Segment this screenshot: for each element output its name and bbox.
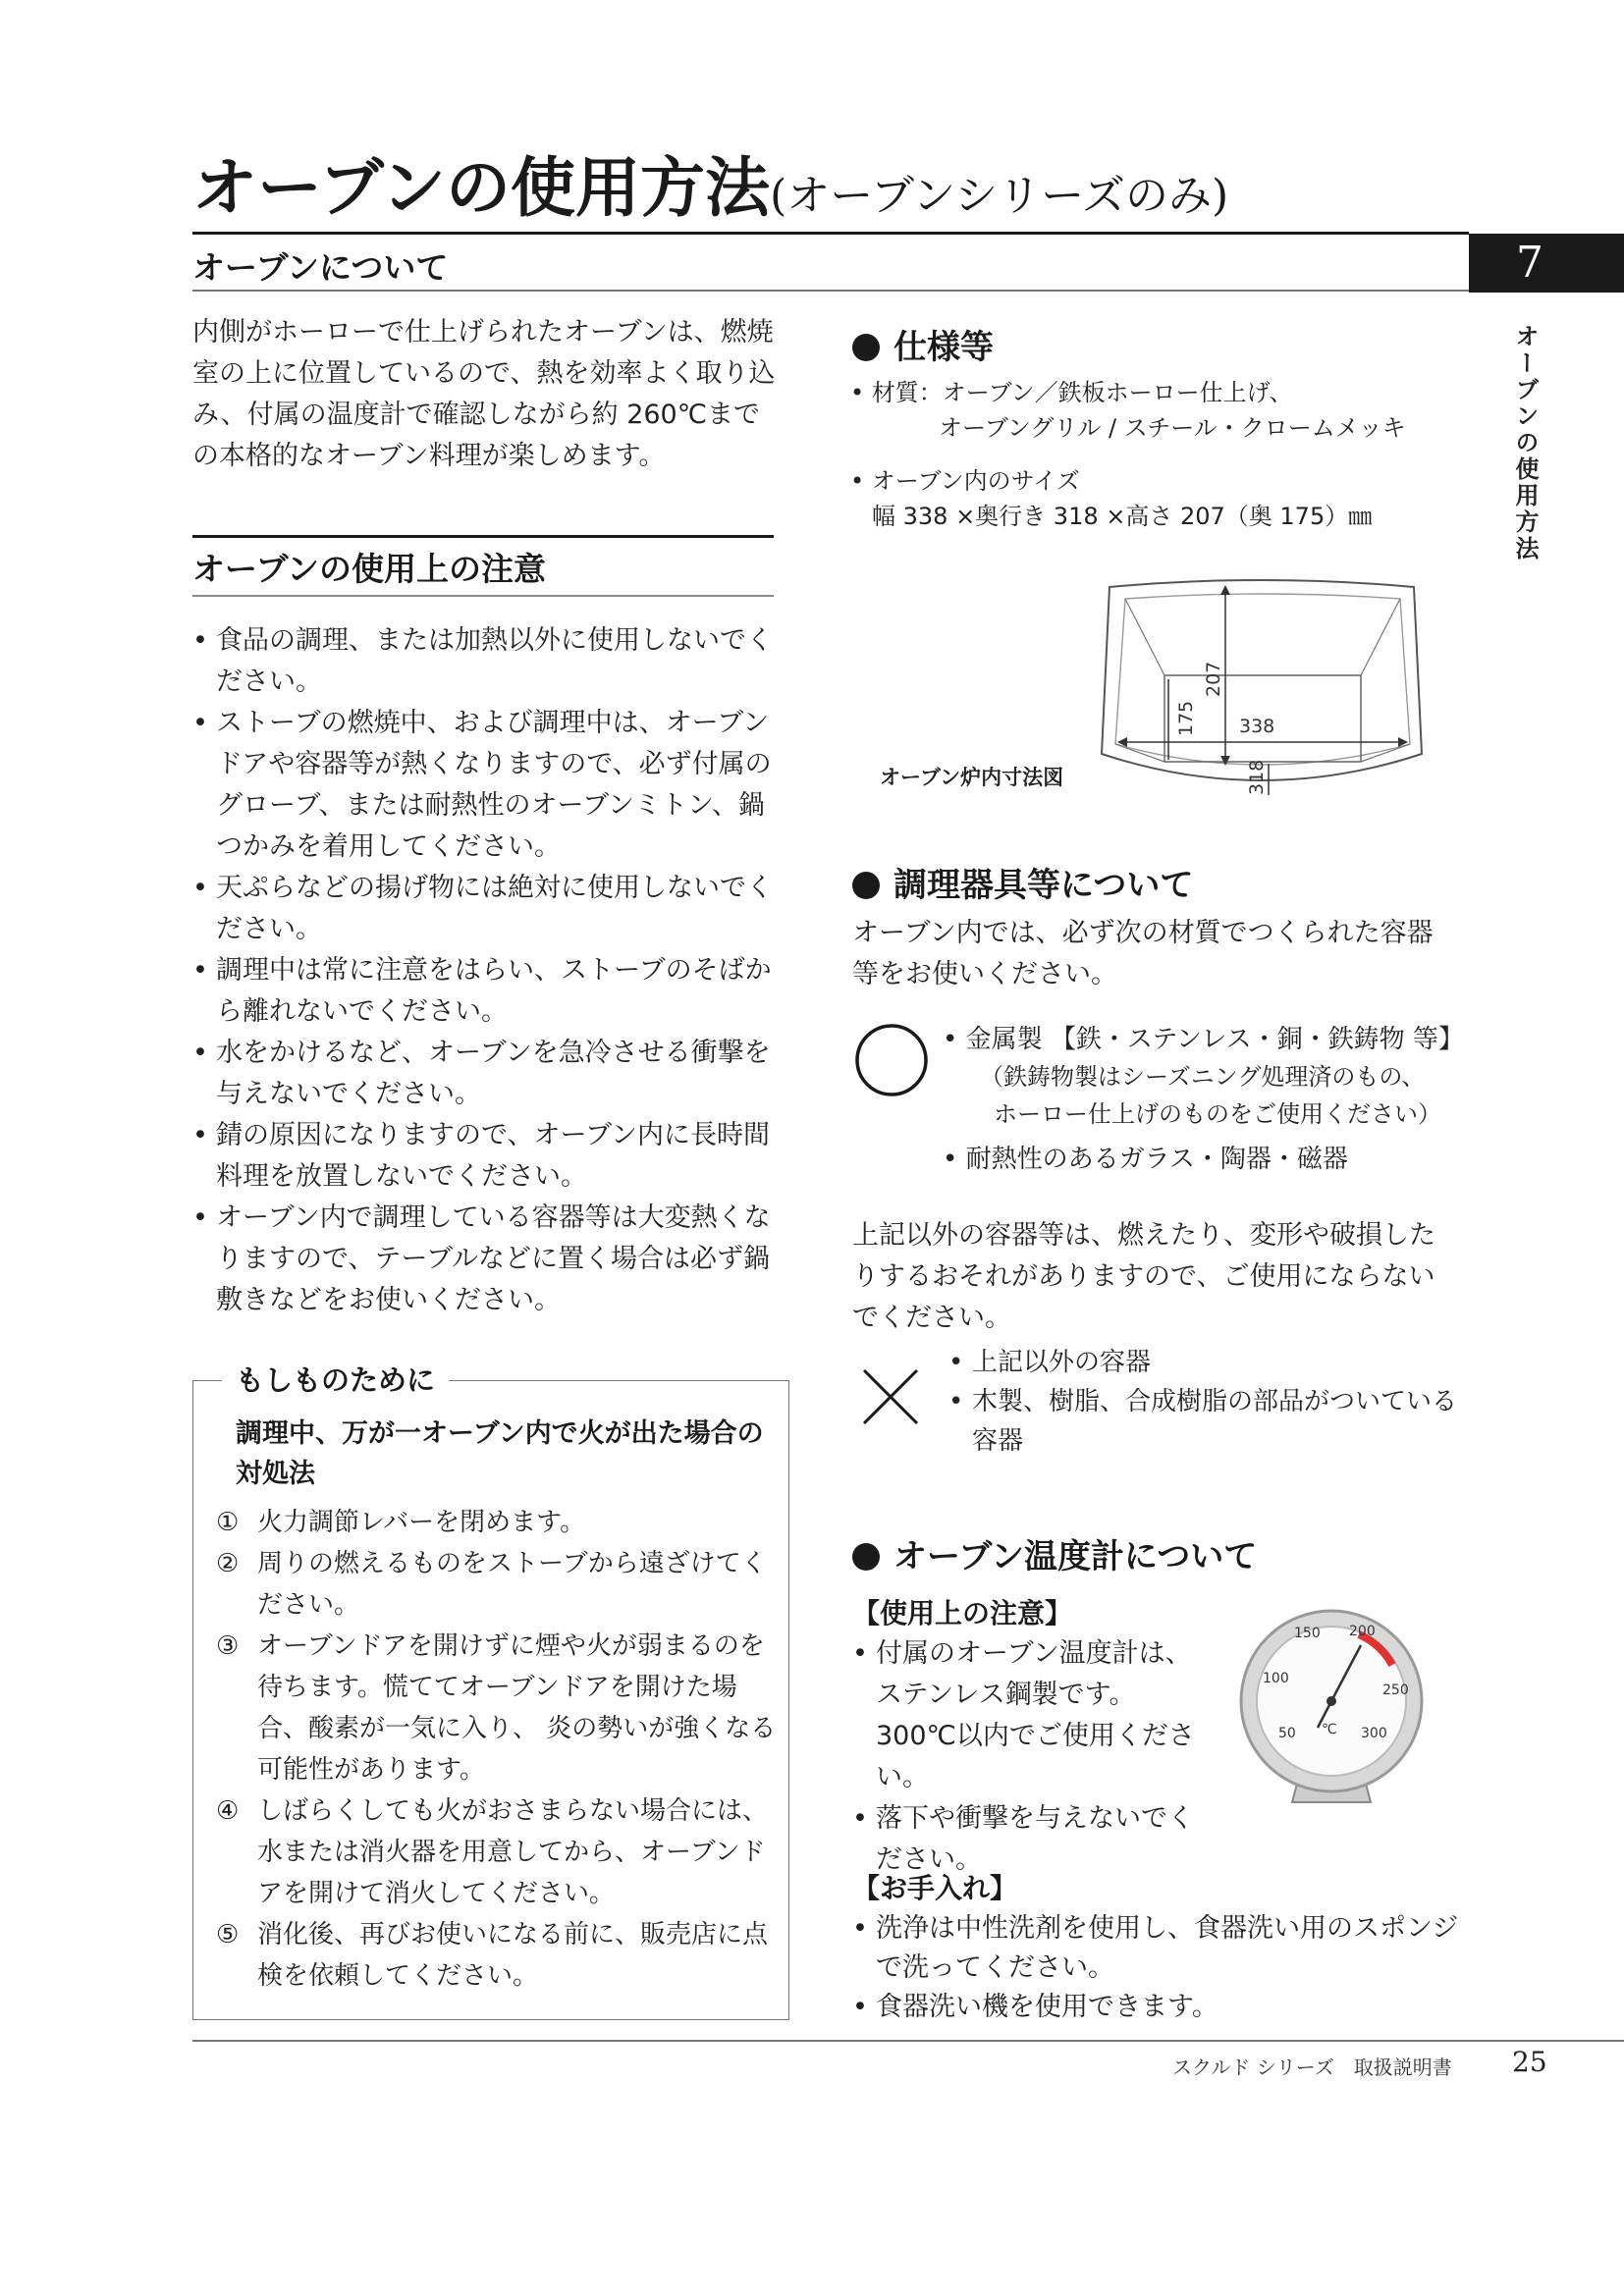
step-number: ① xyxy=(216,1508,240,1537)
size-text: 幅 338 ×奥行き 318 ×高さ 207（奥 175）㎜ xyxy=(872,503,1373,530)
section-title-cautions: オーブンの使用上の注意 xyxy=(192,550,547,588)
ok-materials xyxy=(943,1021,1492,1178)
emergency-step xyxy=(216,1914,785,1997)
bullet-dot-icon xyxy=(852,334,880,361)
ok-item: • 金属製 【鉄・ステンレス・銅・鉄鋳物 等】 xyxy=(943,1025,1464,1054)
arrow-head xyxy=(1220,585,1230,595)
side-chapter-label: オーブンの使用方法 xyxy=(1511,324,1540,562)
dial-label: 50 xyxy=(1278,1726,1296,1741)
dial-label: 150 xyxy=(1294,1626,1321,1641)
emergency-step xyxy=(216,1790,785,1914)
page-subtitle: (オーブンシリーズのみ) xyxy=(770,171,1229,221)
page-title: オーブンの使用方法(オーブンシリーズのみ) xyxy=(192,149,1229,226)
diagram-corner-line xyxy=(1125,599,1164,675)
step-number: ③ xyxy=(216,1631,240,1661)
ok-note: （鉄鋳物製はシーズニング処理済のもの、 xyxy=(980,1063,1426,1091)
list-item: • 調理中は常に注意をはらい、ストーブのそばから離れないでください。 xyxy=(192,950,782,1033)
diagram-corner-line xyxy=(1361,599,1400,675)
list-item: • オーブン内で調理している容器等は大変熱くなりますので、テーブルなどに置く場合は必ず鍋敷きなどをお使いください。 xyxy=(192,1198,782,1321)
list-item: • ストーブの燃焼中、および調理中は、オーブンドアや容器等が熱くなりますので、必ず付属のグローブ、または耐熱性のオーブンミトン、鍋つかみを着用してください。 xyxy=(192,703,782,868)
step-number: ⑤ xyxy=(216,1920,240,1949)
emergency-step xyxy=(216,1543,785,1626)
cautions-list xyxy=(192,620,782,1321)
step-text: オーブンドアを開けずに煙や火が弱まるのを待ちます。慌ててオーブンドアを開けた場合、酸素が一気に入り、 炎の勢いが強くなる可能性があります。 xyxy=(257,1631,777,1785)
page-number: 25 xyxy=(1512,2046,1547,2078)
step-number: ④ xyxy=(216,1796,240,1826)
footer-manual-title: スクルド シリーズ 取扱説明書 xyxy=(1172,2056,1452,2079)
bullet-dot-icon xyxy=(852,1543,880,1571)
bullet-dot-icon xyxy=(852,872,880,899)
thermometer-hub xyxy=(1326,1696,1336,1706)
footer-rule xyxy=(192,2040,1624,2042)
dial-label: 250 xyxy=(1382,1682,1409,1698)
chapter-number: 7 xyxy=(1469,234,1624,293)
ng-cross-icon xyxy=(856,1362,925,1431)
step-text: 消化後、再びお使いになる前に、販売店に点検を依頼してください。 xyxy=(257,1920,769,1991)
material-label: • 材質： xyxy=(850,379,943,406)
diagram-corner-line xyxy=(1115,744,1164,762)
about-text: 内側がホーローで仕上げられたオーブンは、燃焼室の上に位置しているので、熱を効率よく取り込み、付属の温度計で確認しながら約 260℃までの本格的なオーブン料理が楽しめます。 xyxy=(192,317,776,471)
ok-note: ホーロー仕上げのものをご使用ください） xyxy=(994,1100,1441,1128)
material-line1: オーブン／鉄板ホーロー仕上げ、 xyxy=(942,379,1293,406)
section-title-about: オーブンについて xyxy=(192,248,449,287)
list-item: • 食器洗い機を使用できます。 xyxy=(852,1988,1461,2027)
list-item: • 付属のオーブン温度計は、ステンレス鋼製です。300℃以内でご使用ください。 xyxy=(852,1633,1216,1798)
cautions-rule-bottom xyxy=(192,595,774,597)
emergency-steps xyxy=(216,1502,785,1997)
other-materials-warning: 上記以外の容器等は、燃えたり、変形や破損したりするおそれがありますので、ご使用にならないでください。 xyxy=(852,1220,1435,1333)
list-item: • 木製、樹脂、合成樹脂の部品がついている容器 xyxy=(948,1382,1469,1461)
thermometer-heading: オーブン温度計について xyxy=(852,1529,1257,1577)
oven-dimension-diagram xyxy=(1090,577,1434,799)
size-label: • オーブン内のサイズ xyxy=(850,467,1080,495)
dim-width-label: 338 xyxy=(1239,716,1275,737)
material-line2: オーブングリル / スチール・クロームメッキ xyxy=(939,414,1406,442)
emergency-step xyxy=(216,1626,785,1790)
usage-title: 【使用上の注意】 xyxy=(852,1597,1073,1629)
dim-height-label: 207 xyxy=(1203,661,1224,697)
care-title: 【お手入れ】 xyxy=(852,1872,1018,1904)
step-text: 周りの燃えるものをストーブから遠ざけてください。 xyxy=(257,1549,767,1620)
utensils-heading: 調理器具等について xyxy=(852,858,1193,906)
dim-back-height-label: 175 xyxy=(1175,700,1197,736)
step-text: 火力調節レバーを閉めます。 xyxy=(257,1508,586,1537)
dial-label: 100 xyxy=(1263,1671,1289,1686)
dim-depth-label: 318 xyxy=(1246,759,1268,795)
list-item: • 水をかけるなど、オーブンを急冷させる衝撃を与えないでください。 xyxy=(192,1033,782,1115)
list-item: • 錆の原因になりますので、オーブン内に長時間料理を放置しないでください。 xyxy=(192,1115,782,1198)
emergency-step xyxy=(216,1502,785,1543)
ok-circle-icon xyxy=(852,1021,931,1099)
section-rule xyxy=(192,290,1469,292)
care-list xyxy=(852,1909,1461,2027)
specs-heading: 仕様等 xyxy=(852,320,994,368)
dial-label: ℃ xyxy=(1322,1722,1337,1737)
diagram-inner-frame xyxy=(1115,594,1410,765)
ng-materials xyxy=(948,1343,1469,1461)
specs-block xyxy=(850,375,1538,534)
dial-label: 200 xyxy=(1349,1624,1376,1639)
step-text: しばらくしても火がおさまらない場合には、水または消火器を用意してから、オーブンドアを開けて消火してください。 xyxy=(257,1796,769,1908)
ok-item: • 耐熱性のあるガラス・陶器・磁器 xyxy=(943,1145,1348,1174)
utensils-intro: オーブン内では、必ず次の材質でつくられた容器等をお使いください。 xyxy=(852,918,1434,989)
usage-list xyxy=(852,1633,1216,1881)
dial-label: 300 xyxy=(1361,1726,1387,1741)
list-item: • 洗浄は中性洗剤を使用し、食器洗い用のスポンジで洗ってください。 xyxy=(852,1909,1461,1988)
header-rule xyxy=(192,232,1469,235)
oven-thermometer-image xyxy=(1233,1608,1430,1804)
emergency-heading: 調理中、万が一オーブン内で火が出た場合の対処法 xyxy=(236,1418,764,1489)
diagram-outline xyxy=(1102,580,1422,780)
diagram-caption: オーブン炉内寸法図 xyxy=(880,766,1064,789)
step-number: ② xyxy=(216,1549,240,1578)
list-item: • 食品の調理、または加熱以外に使用しないでください。 xyxy=(192,620,782,703)
list-item: • 天ぷらなどの揚げ物には絶対に使用しないでください。 xyxy=(192,868,782,950)
cautions-rule-top xyxy=(192,535,774,538)
emergency-box-title: もしものために xyxy=(222,1359,449,1399)
list-item: • 落下や衝撃を与えないでください。 xyxy=(852,1798,1216,1881)
list-item: • 上記以外の容器 xyxy=(948,1343,1469,1382)
